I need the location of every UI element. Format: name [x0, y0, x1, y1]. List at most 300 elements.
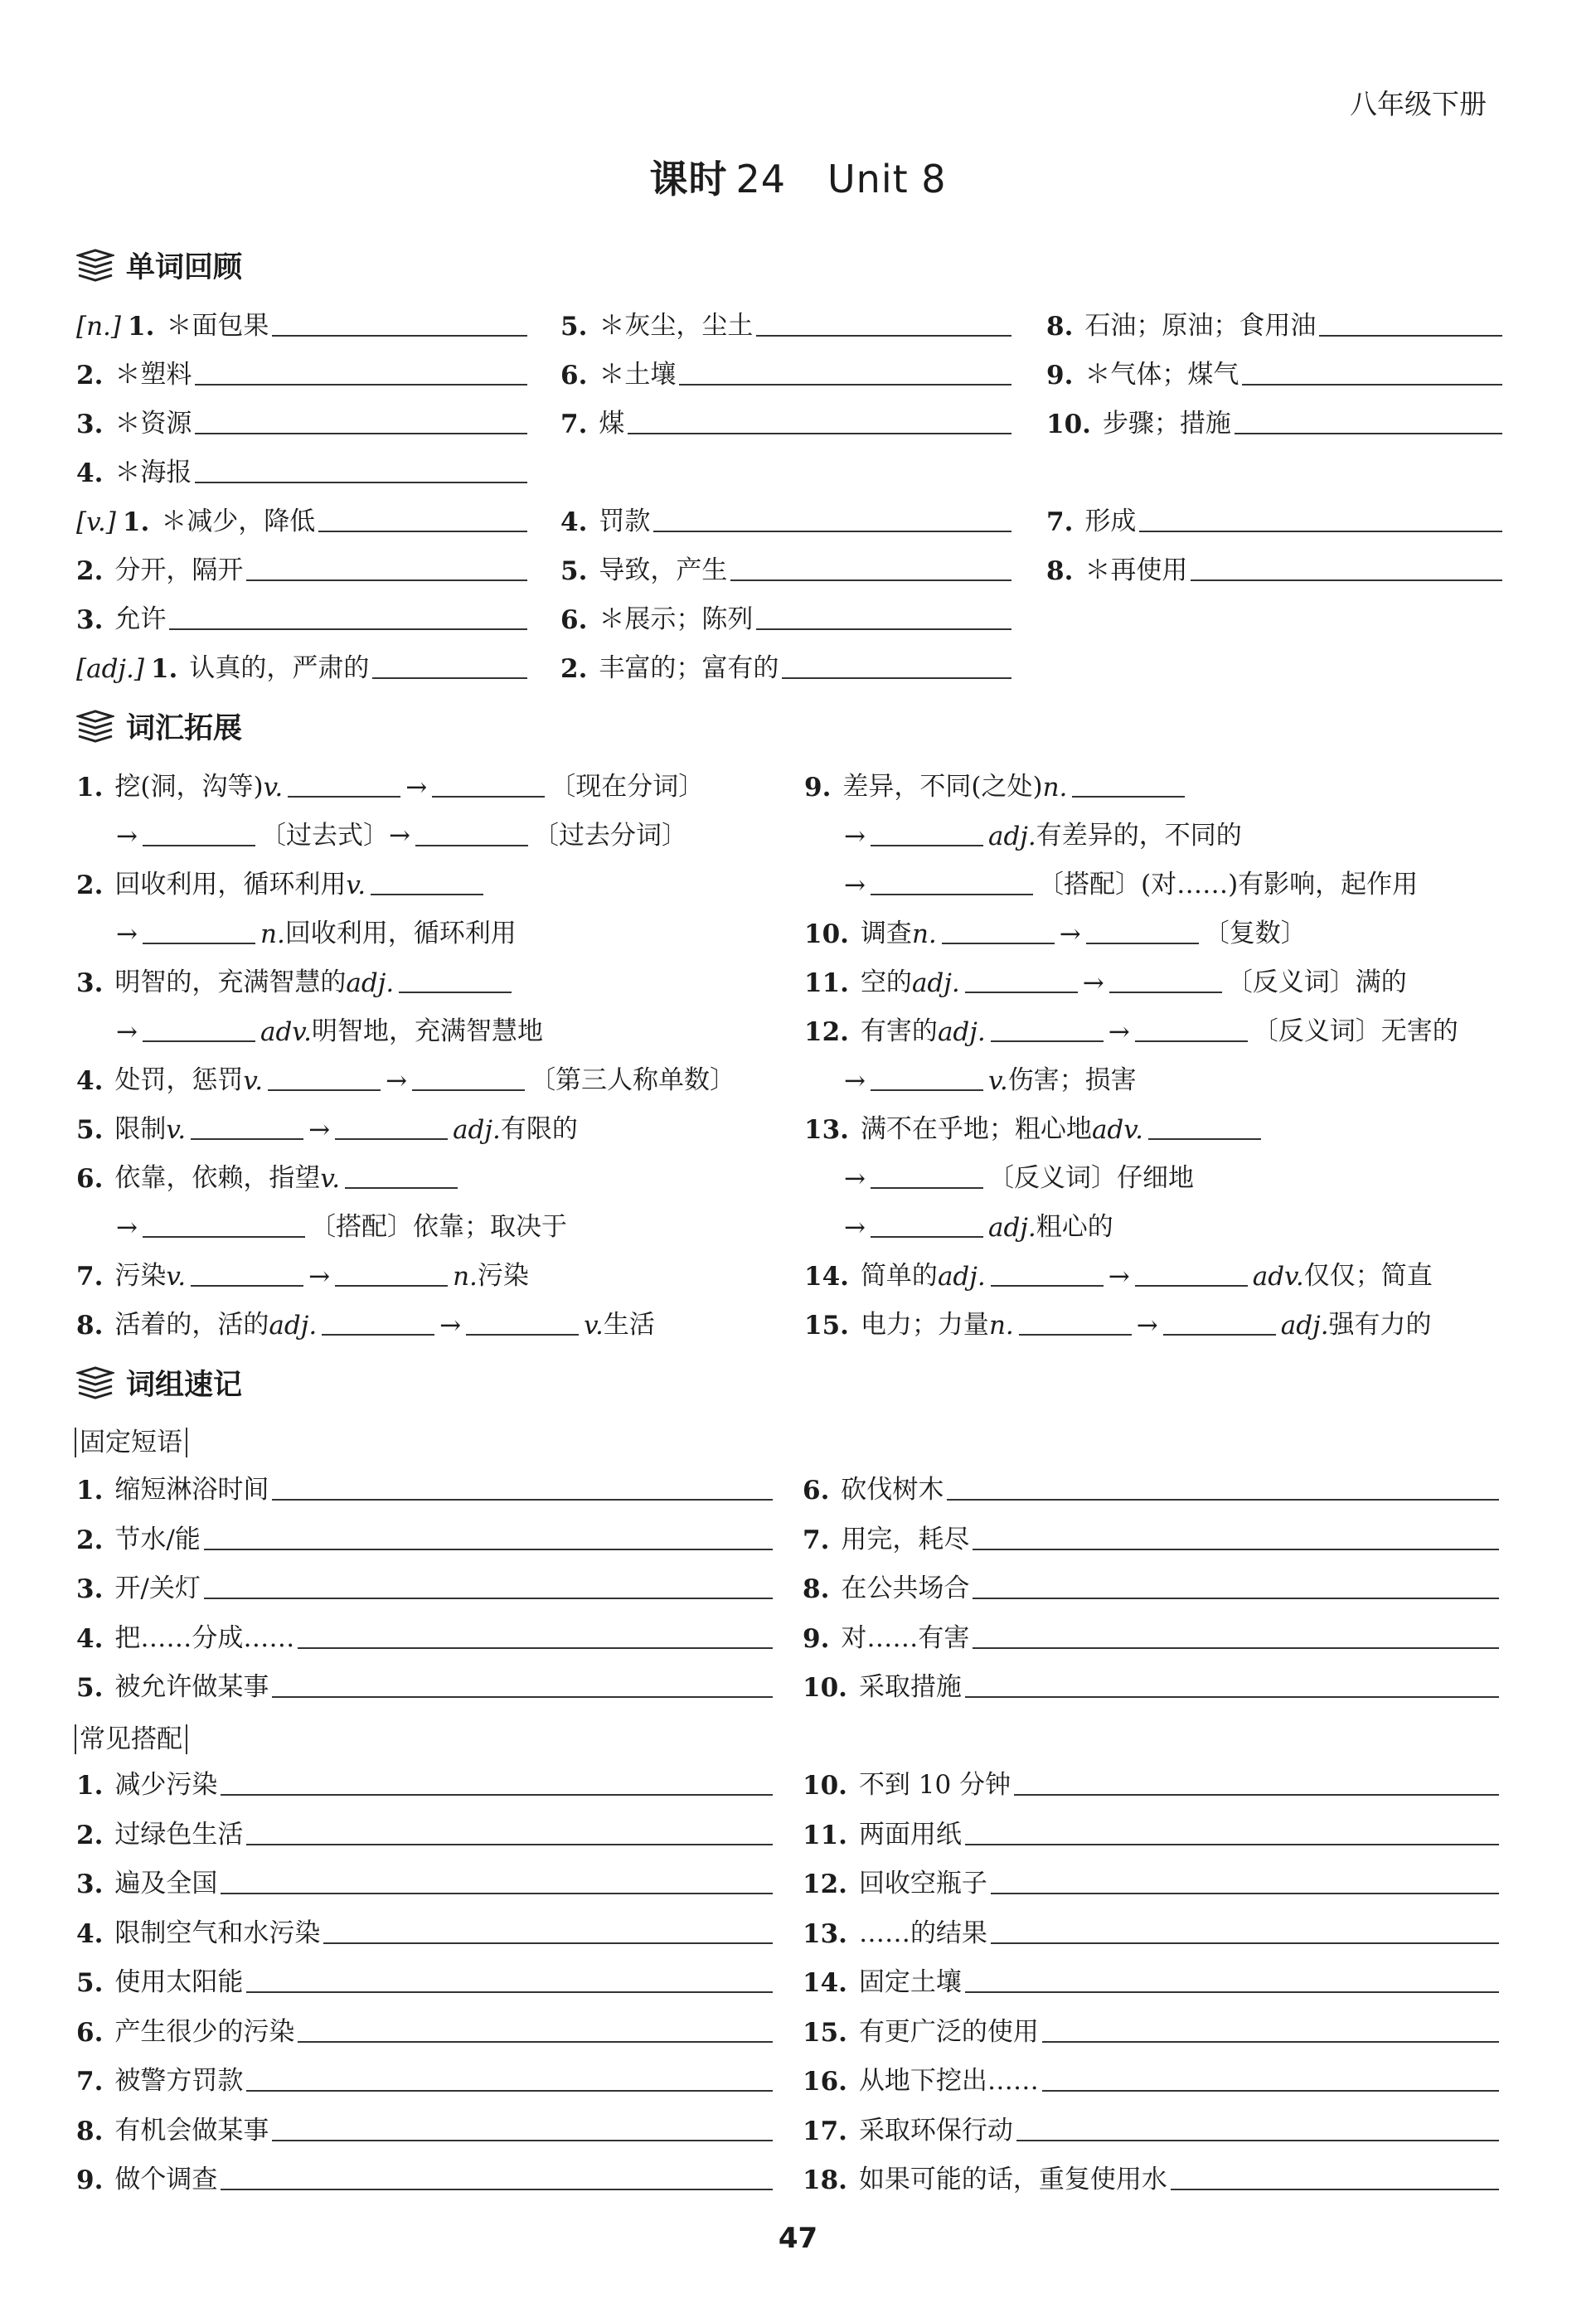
item-number: 3.	[76, 1869, 104, 1899]
item-text: 回收空瓶子	[858, 1869, 987, 1898]
word-review-item	[76, 445, 527, 488]
item-text: →	[405, 773, 428, 803]
item-text: adj.	[937, 1262, 986, 1292]
item-text: ＊再使用	[1084, 555, 1188, 585]
item-text: 〔反义词〕仔细地	[987, 1163, 1194, 1193]
item-text: 生活	[603, 1310, 655, 1340]
item-number: 4.	[76, 1623, 104, 1654]
item-text: 减少污染	[114, 1770, 218, 1800]
answer-blank[interactable]	[298, 2040, 773, 2043]
phrase-item	[76, 2005, 773, 2048]
answer-blank[interactable]	[1163, 1333, 1276, 1336]
item-number: 8.	[1046, 556, 1074, 586]
item-number: 5.	[76, 1673, 104, 1703]
item-number: 2.	[560, 654, 588, 684]
item-text: 做个调查	[114, 2165, 218, 2194]
item-text: adj.	[346, 968, 395, 998]
answer-blank[interactable]	[371, 893, 483, 895]
word-review-item	[560, 641, 1011, 684]
item-number: 7.	[560, 410, 588, 439]
item-text: 把……分成……	[114, 1622, 295, 1653]
answer-blank[interactable]	[991, 1942, 1499, 1944]
item-number: 11.	[803, 1820, 847, 1850]
phrase-item	[803, 1906, 1499, 1949]
answer-blank[interactable]	[679, 383, 1011, 386]
item-text: →	[1108, 1262, 1130, 1292]
phrase-item	[803, 1512, 1499, 1555]
item-text: 被警方罚款	[114, 2066, 244, 2096]
word-review-item	[76, 396, 527, 439]
answer-blank[interactable]	[782, 676, 1011, 679]
item-number: 3.	[76, 410, 104, 439]
item-number: 13.	[804, 1115, 849, 1145]
phrase-item	[803, 1758, 1499, 1801]
item-text: 空的	[860, 967, 912, 997]
answer-blank[interactable]	[318, 530, 527, 532]
item-text: 有机会做某事	[114, 2115, 269, 2146]
item-number: 1.	[76, 1771, 104, 1801]
answer-blank[interactable]	[965, 1843, 1499, 1845]
item-text: 形成	[1084, 507, 1137, 536]
item-text: 挖(洞，沟等)	[114, 772, 264, 802]
item-text: 固定土壤	[858, 1967, 962, 1997]
answer-blank[interactable]	[195, 481, 527, 483]
answer-blank[interactable]	[1242, 383, 1502, 386]
answer-blank[interactable]	[195, 383, 527, 386]
answer-blank[interactable]	[298, 1646, 773, 1649]
answer-blank[interactable]	[335, 1284, 448, 1287]
answer-blank[interactable]	[169, 628, 527, 630]
phrase-item	[76, 1807, 773, 1850]
answer-blank[interactable]	[335, 1137, 448, 1140]
word-review-item	[76, 543, 527, 586]
grade-label: 八年级下册	[1350, 88, 1487, 120]
answer-blank[interactable]	[415, 844, 528, 846]
page-title	[0, 149, 1596, 204]
answer-blank[interactable]	[1016, 2139, 1499, 2141]
answer-blank[interactable]	[272, 1695, 773, 1698]
answer-blank[interactable]	[973, 1548, 1499, 1550]
item-text: 〔搭配〕(对……)有影响，起作用	[1037, 870, 1419, 900]
answer-blank[interactable]	[221, 1793, 773, 1796]
item-text: 有更广泛的使用	[858, 2016, 1039, 2047]
item-text: →	[308, 1262, 331, 1292]
phrase-item	[76, 2103, 773, 2146]
item-text: 〔过去分词〕	[532, 821, 687, 851]
books-icon	[76, 710, 114, 743]
answer-blank[interactable]	[143, 942, 255, 944]
item-text: →	[844, 1164, 866, 1194]
answer-blank[interactable]	[965, 1991, 1499, 1993]
item-text: ＊展示；陈列	[599, 604, 754, 634]
item-number: 1.	[150, 654, 178, 684]
answer-blank[interactable]	[1148, 1137, 1261, 1140]
item-number: 9.	[1046, 361, 1074, 390]
answer-blank[interactable]	[195, 432, 527, 434]
answer-blank[interactable]	[756, 628, 1011, 630]
item-number: 5.	[560, 556, 588, 586]
item-text: n.	[453, 1262, 478, 1292]
answer-blank[interactable]	[1135, 1284, 1248, 1287]
answer-blank[interactable]	[947, 1498, 1499, 1501]
answer-blank[interactable]	[991, 1892, 1499, 1894]
answer-blank[interactable]	[1042, 2089, 1499, 2092]
vocab-expansion-item	[116, 906, 517, 949]
phrase-item	[76, 1512, 773, 1555]
answer-blank[interactable]	[399, 991, 512, 993]
answer-blank[interactable]	[1171, 2188, 1499, 2190]
item-text: n.	[911, 919, 937, 949]
item-text: 〔过去式〕→	[260, 821, 410, 851]
word-review-item	[76, 347, 527, 390]
answer-blank[interactable]	[432, 795, 545, 798]
item-number: 10.	[804, 919, 849, 949]
item-text: 被允许做某事	[114, 1672, 269, 1702]
item-text: ＊土壤	[599, 360, 677, 390]
item-text: 开/关灯	[114, 1574, 201, 1603]
item-text: 满不在乎地；粗心地	[860, 1114, 1092, 1144]
answer-blank[interactable]	[372, 676, 527, 679]
item-text: n.	[988, 1311, 1014, 1341]
section-heading-word-review	[76, 245, 242, 285]
item-number: 8.	[1046, 312, 1074, 342]
item-text: ＊塑料	[114, 360, 192, 390]
item-text: →	[844, 822, 866, 851]
answer-blank[interactable]	[871, 844, 983, 846]
item-number: 2.	[76, 1820, 104, 1850]
answer-blank[interactable]	[965, 991, 1078, 993]
item-number: 4.	[76, 1918, 104, 1949]
phrase-item	[76, 1856, 773, 1899]
item-text: 使用太阳能	[114, 1967, 244, 1997]
answer-blank[interactable]	[991, 1040, 1104, 1042]
phrase-item	[803, 1955, 1499, 1998]
item-text: 石油；原油；食用油	[1084, 311, 1317, 341]
item-text: 不到 10 分钟	[858, 1770, 1011, 1800]
answer-blank[interactable]	[246, 1843, 773, 1845]
item-text: v.	[346, 870, 366, 900]
item-text: v.	[243, 1066, 264, 1096]
answer-blank[interactable]	[143, 1235, 305, 1238]
item-text: →	[116, 1213, 138, 1243]
item-text: 如果可能的话，重复使用水	[858, 2165, 1167, 2194]
answer-blank[interactable]	[942, 942, 1055, 944]
answer-blank[interactable]	[1072, 795, 1185, 798]
item-number: 2.	[76, 556, 104, 586]
word-type-tag: [n.]	[76, 312, 122, 342]
item-text: 节水/能	[114, 1524, 201, 1554]
word-review-item	[560, 396, 1011, 439]
answer-blank[interactable]	[288, 795, 400, 798]
answer-blank[interactable]	[1086, 942, 1199, 944]
item-text: adj.	[911, 968, 960, 998]
answer-blank[interactable]	[1139, 530, 1502, 532]
vocab-expansion-item	[116, 1200, 567, 1243]
answer-blank[interactable]	[1319, 334, 1502, 337]
phrase-item	[803, 1856, 1499, 1899]
item-text: 采取措施	[858, 1672, 962, 1702]
item-text: adj.	[987, 1213, 1036, 1243]
answer-blank[interactable]	[143, 1040, 255, 1042]
item-number: 9.	[803, 1623, 830, 1654]
item-text: 产生很少的污染	[114, 2016, 295, 2047]
item-number: 6.	[560, 605, 588, 635]
word-review-item	[560, 298, 1011, 342]
answer-blank[interactable]	[1109, 991, 1222, 993]
item-number: 4.	[560, 507, 588, 537]
item-number: 3.	[76, 1574, 104, 1604]
item-text: adv.	[1252, 1262, 1304, 1292]
vocab-expansion-item	[844, 1151, 1194, 1194]
word-type-tag: [adj.]	[76, 654, 144, 684]
phrase-item	[803, 2103, 1499, 2146]
item-text: 强有力的	[1328, 1310, 1432, 1340]
item-number: 14.	[803, 1968, 847, 1998]
item-text: n.	[260, 919, 285, 949]
item-text: ……的结果	[858, 1918, 987, 1948]
answer-blank[interactable]	[991, 1284, 1104, 1287]
lesson-number: 24	[735, 157, 786, 201]
item-number: 10.	[803, 1673, 847, 1703]
word-review-item	[76, 592, 527, 635]
answer-blank[interactable]	[412, 1089, 525, 1091]
phrase-item	[76, 1906, 773, 1949]
vocab-expansion-item	[844, 1053, 1137, 1096]
item-text: 遍及全国	[114, 1869, 218, 1898]
item-text: →	[844, 1213, 866, 1243]
answer-blank[interactable]	[653, 530, 1011, 532]
item-number: 4.	[76, 458, 104, 488]
item-text: →	[116, 822, 138, 851]
item-number: 10.	[803, 1771, 847, 1801]
answer-blank[interactable]	[1019, 1333, 1132, 1336]
answer-blank[interactable]	[246, 2089, 773, 2092]
phrase-item	[76, 2152, 773, 2195]
phrase-item	[76, 1611, 773, 1654]
item-text: →	[844, 1066, 866, 1096]
answer-blank[interactable]	[204, 1597, 773, 1599]
word-review-item	[560, 494, 1011, 537]
answer-blank[interactable]	[272, 1498, 773, 1501]
item-text: ＊资源	[114, 409, 192, 439]
item-text: 罚款	[599, 507, 651, 536]
section-heading-phrases	[76, 1363, 242, 1403]
answer-blank[interactable]	[756, 334, 1011, 337]
answer-blank[interactable]	[221, 1892, 773, 1894]
vocab-expansion-item	[804, 759, 1190, 803]
item-text: 丰富的；富有的	[599, 653, 779, 683]
item-text: 处罚，惩罚	[114, 1065, 244, 1095]
item-text: v.	[320, 1164, 341, 1194]
answer-blank[interactable]	[221, 2188, 773, 2190]
word-review-item	[1046, 298, 1502, 342]
item-text: adv.	[260, 1017, 312, 1047]
vocab-expansion-item	[76, 1102, 578, 1145]
item-number: 14.	[804, 1262, 849, 1292]
item-number: 6.	[76, 1164, 104, 1194]
section-title: 词汇拓展	[126, 712, 243, 745]
item-text: 煤	[599, 409, 625, 439]
item-text: →	[116, 1017, 138, 1047]
answer-blank[interactable]	[466, 1333, 579, 1336]
item-number: 12.	[803, 1869, 847, 1899]
phrase-item	[803, 1611, 1499, 1654]
item-text: 电力；力量	[860, 1310, 989, 1340]
vocab-expansion-item	[804, 1249, 1433, 1292]
vocab-expansion-item	[844, 1200, 1113, 1243]
item-text: 采取环保行动	[858, 2115, 1013, 2146]
lesson-label: 课时	[649, 157, 728, 201]
item-number: 5.	[76, 1968, 104, 1998]
item-number: 1.	[76, 1476, 104, 1506]
item-text: ＊减少，降低	[161, 507, 316, 536]
answer-blank[interactable]	[246, 1991, 773, 1993]
item-text: 过绿色生活	[114, 1819, 244, 1850]
item-number: 7.	[76, 1262, 104, 1292]
answer-blank[interactable]	[628, 432, 1011, 434]
word-review-item	[1046, 494, 1502, 537]
answer-blank[interactable]	[143, 844, 255, 846]
item-number: 1.	[128, 312, 155, 342]
books-icon	[76, 1366, 114, 1399]
phrase-item	[76, 1758, 773, 1801]
answer-blank[interactable]	[730, 579, 1011, 581]
answer-blank[interactable]	[1235, 432, 1502, 434]
item-text: →	[386, 1066, 408, 1096]
phrase-item	[76, 1561, 773, 1604]
item-number: 12.	[804, 1017, 849, 1047]
phrase-item	[803, 1807, 1499, 1850]
item-text: 有差异的，不同的	[1036, 821, 1242, 851]
item-number: 2.	[76, 361, 104, 390]
item-text: 步骤；措施	[1102, 409, 1231, 439]
item-text: 导致，产生	[599, 555, 728, 585]
vocab-expansion-item	[804, 955, 1407, 998]
item-text: adj.	[1280, 1311, 1329, 1341]
answer-blank[interactable]	[272, 334, 527, 337]
answer-blank[interactable]	[345, 1186, 458, 1189]
section-title: 词组速记	[126, 1369, 243, 1402]
item-text: 调查	[860, 919, 912, 948]
word-review-item	[76, 298, 527, 342]
item-number: 16.	[803, 2067, 847, 2097]
vocab-expansion-item	[844, 857, 1418, 900]
answer-blank[interactable]	[871, 1186, 983, 1189]
vocab-expansion-item	[844, 808, 1242, 851]
item-text: →	[308, 1115, 331, 1145]
answer-blank[interactable]	[1135, 1040, 1248, 1042]
item-text: 有害的	[860, 1016, 938, 1046]
answer-blank[interactable]	[1191, 579, 1502, 581]
item-text: ＊海报	[114, 458, 192, 487]
item-number: 6.	[76, 2017, 104, 2048]
item-text: ＊面包果	[166, 311, 269, 341]
word-review-item	[1046, 396, 1502, 439]
phrase-item	[76, 1955, 773, 1998]
answer-blank[interactable]	[965, 1695, 1499, 1698]
item-text: 有限的	[500, 1114, 578, 1144]
phrase-item	[803, 1561, 1499, 1604]
item-number: 15.	[803, 2017, 847, 2048]
phrase-item	[803, 1462, 1499, 1506]
answer-blank[interactable]	[1014, 1793, 1499, 1796]
item-text: adj.	[987, 822, 1036, 851]
answer-blank[interactable]	[871, 1235, 983, 1238]
item-text: v.	[263, 773, 284, 803]
item-text: 〔反义词〕无害的	[1252, 1016, 1458, 1046]
answer-blank[interactable]	[973, 1646, 1499, 1649]
vocab-expansion-item	[804, 1297, 1432, 1341]
word-review-item	[1046, 347, 1502, 390]
item-text: v.	[166, 1115, 187, 1145]
vocab-expansion-item	[76, 1053, 735, 1096]
answer-blank[interactable]	[871, 893, 1033, 895]
phrase-item	[76, 1462, 773, 1506]
item-text: adv.	[1091, 1115, 1143, 1145]
answer-blank[interactable]	[871, 1089, 983, 1091]
item-text: 明智的，充满智慧的	[114, 967, 347, 997]
item-number: 5.	[76, 1115, 104, 1145]
item-number: 3.	[76, 605, 104, 635]
vocab-expansion-item	[804, 906, 1307, 949]
item-text: →	[439, 1311, 462, 1341]
item-number: 8.	[76, 1311, 104, 1341]
answer-blank[interactable]	[973, 1597, 1499, 1599]
item-text: 缩短淋浴时间	[114, 1475, 269, 1505]
collocations-label: 常见搭配	[75, 1724, 187, 1754]
answer-blank[interactable]	[272, 2139, 773, 2141]
item-number: 2.	[76, 870, 104, 900]
item-number: 18.	[803, 2165, 847, 2195]
answer-blank[interactable]	[246, 579, 527, 581]
item-text: 认真的，严肃的	[189, 653, 370, 683]
item-text: 两面用纸	[858, 1819, 962, 1850]
answer-blank[interactable]	[1042, 2040, 1499, 2043]
item-text: 〔复数〕	[1203, 919, 1307, 948]
word-review-item	[76, 641, 527, 684]
item-text: →	[1082, 968, 1104, 998]
item-text: 允许	[114, 604, 167, 634]
item-text: 用完，耗尽	[841, 1524, 970, 1554]
word-review-item	[76, 494, 527, 537]
phrase-item	[803, 2005, 1499, 2048]
item-text: 回收利用，循环利用	[114, 870, 347, 900]
answer-blank[interactable]	[268, 1089, 381, 1091]
vocab-expansion-item	[804, 1102, 1266, 1145]
books-icon	[76, 249, 114, 282]
item-text: 差异，不同(之处)	[842, 772, 1043, 802]
answer-blank[interactable]	[323, 1942, 773, 1944]
item-text: 限制	[114, 1114, 167, 1144]
item-number: 7.	[803, 1525, 830, 1555]
item-text: 〔第三人称单数〕	[530, 1065, 736, 1095]
vocab-expansion-item	[76, 857, 488, 900]
page-number: 47	[778, 2222, 818, 2255]
answer-blank[interactable]	[204, 1548, 773, 1550]
section-title: 单词回顾	[126, 251, 243, 284]
vocab-expansion-item	[116, 1004, 543, 1047]
item-text: 在公共场合	[841, 1574, 970, 1603]
item-number: 9.	[76, 2165, 104, 2195]
word-review-item	[560, 592, 1011, 635]
answer-blank[interactable]	[191, 1284, 303, 1287]
item-text: v.	[584, 1311, 604, 1341]
item-text: 限制空气和水污染	[114, 1918, 321, 1948]
item-number: 3.	[76, 968, 104, 998]
answer-blank[interactable]	[322, 1333, 434, 1336]
answer-blank[interactable]	[191, 1137, 303, 1140]
item-number: 6.	[803, 1476, 830, 1506]
